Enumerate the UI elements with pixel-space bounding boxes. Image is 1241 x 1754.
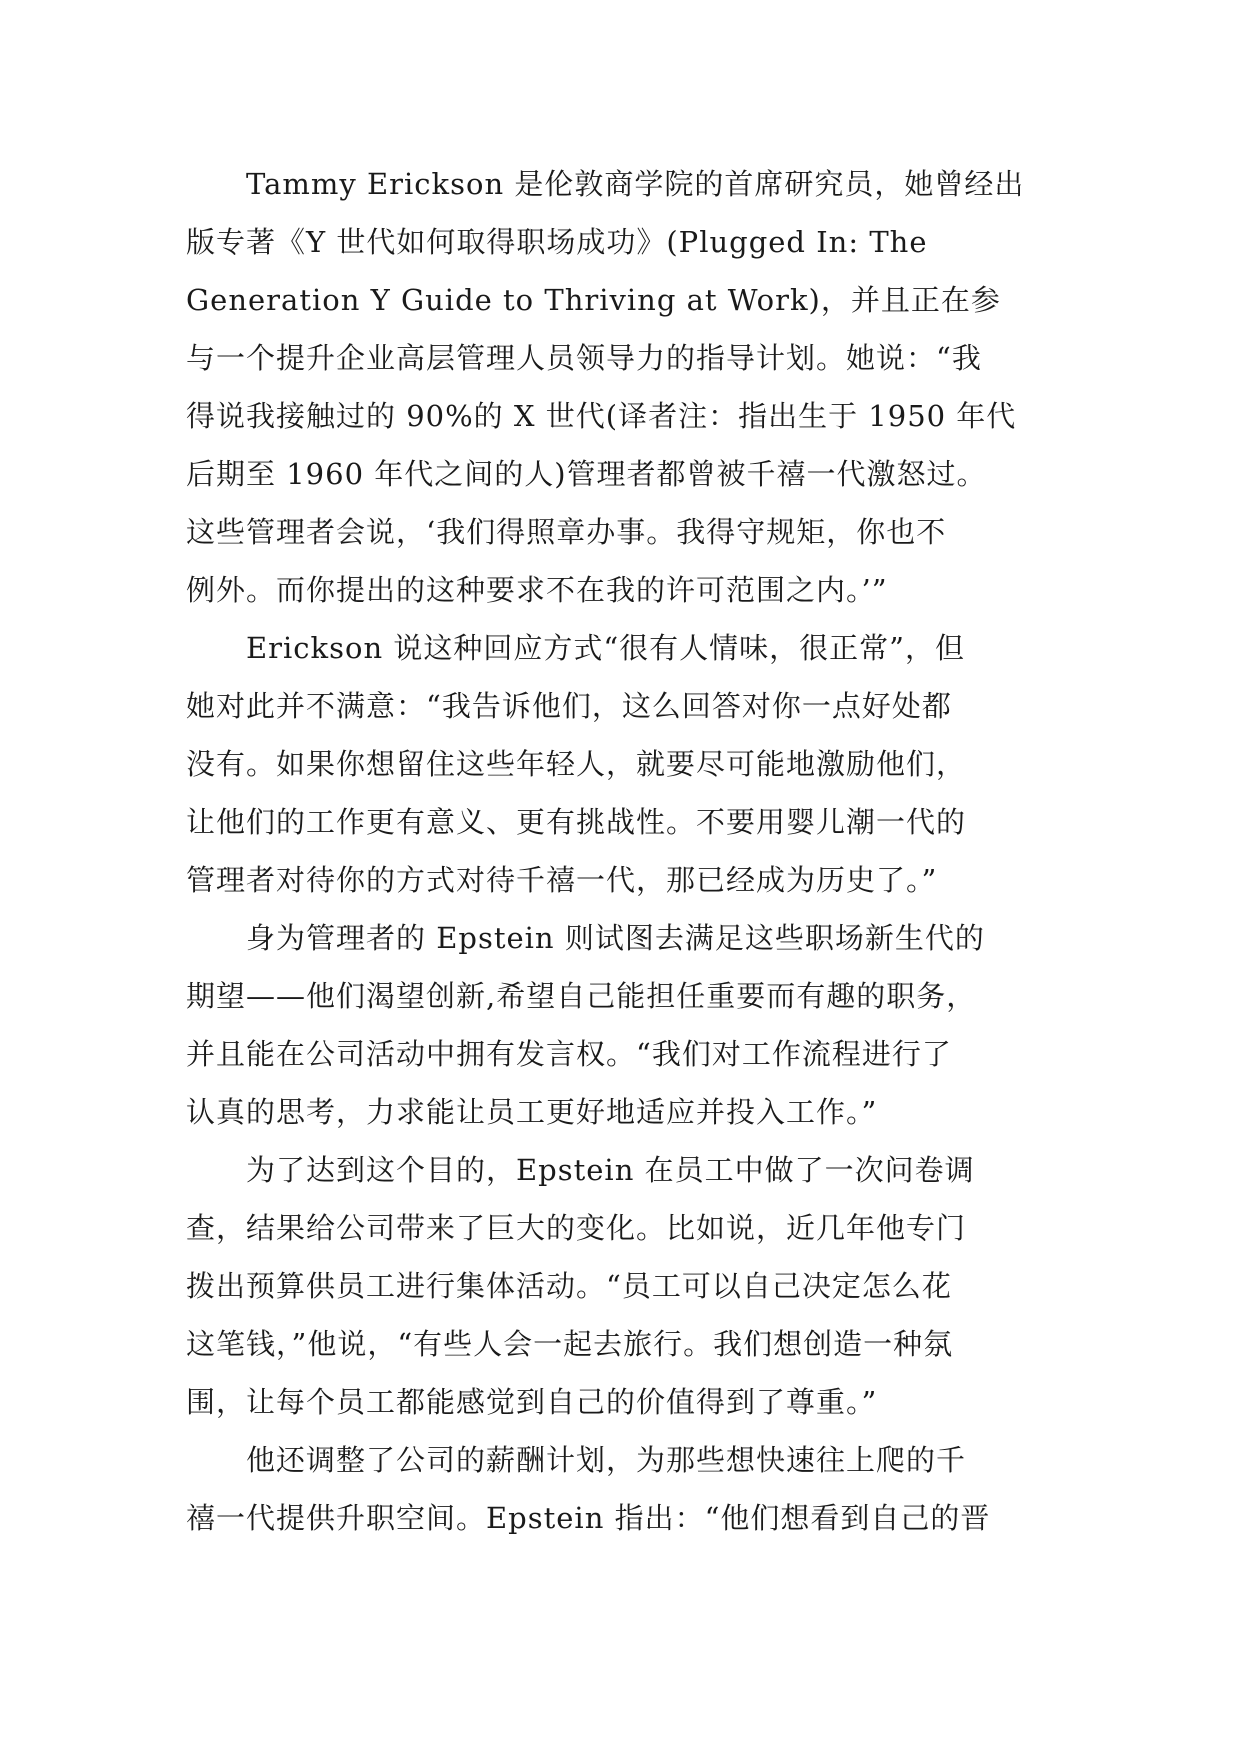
text-line: 查，结果给公司带来了巨大的变化。比如说，近几年他专门 — [186, 1211, 967, 1245]
text-line: 期望——他们渴望创新,希望自己能担任重要而有趣的职务， — [186, 979, 977, 1013]
text-line: Erickson 说这种回应方式“很有人情味，很正常”，但 — [186, 631, 966, 665]
text-line: 认真的思考，力求能让员工更好地适应并投入工作。” — [186, 1095, 878, 1129]
text-line: 身为管理者的 Epstein 则试图去满足这些职场新生代的 — [186, 921, 985, 955]
body-text — [186, 155, 1066, 1547]
text-line: 例外。而你提出的这种要求不在我的许可范围之内。’” — [186, 573, 888, 607]
text-line: Tammy Erickson 是伦敦商学院的首席研究员，她曾经出 — [186, 167, 1025, 201]
text-line: 她对此并不满意：“我告诉他们，这么回答对你一点好处都 — [186, 689, 952, 723]
text-line: 围，让每个员工都能感觉到自己的价值得到了尊重。” — [186, 1385, 878, 1419]
text-line: 后期至 1960 年代之间的人)管理者都曾被千禧一代激怒过。 — [186, 457, 987, 491]
text-line: 这笔钱，”他说，“有些人会一起去旅行。我们想创造一种氛 — [186, 1327, 954, 1361]
text-line: 没有。如果你想留住这些年轻人，就要尽可能地激励他们， — [186, 747, 967, 781]
text-line: 得说我接触过的 90%的 X 世代(译者注：指出生于 1950 年代 — [186, 399, 1017, 433]
text-line: 让他们的工作更有意义、更有挑战性。不要用婴儿潮一代的 — [186, 805, 967, 839]
text-line: 与一个提升企业高层管理人员领导力的指导计划。她说：“我 — [186, 341, 982, 375]
text-line: 这些管理者会说，‘我们得照章办事。我得守规矩，你也不 — [186, 515, 947, 549]
text-line: 他还调整了公司的薪酬计划，为那些想快速往上爬的千 — [186, 1443, 967, 1477]
text-line: 并且能在公司活动中拥有发言权。“我们对工作流程进行了 — [186, 1037, 952, 1071]
text-line: 版专著《Y 世代如何取得职场成功》(Plugged In: The — [186, 225, 928, 259]
text-line: 为了达到这个目的，Epstein 在员工中做了一次问卷调 — [186, 1153, 975, 1187]
text-line: Generation Y Guide to Thriving at Work)，并且正在参 — [186, 283, 1001, 317]
text-line: 管理者对待你的方式对待千禧一代，那已经成为历史了。” — [186, 863, 938, 897]
text-line: 拨出预算供员工进行集体活动。“员工可以自己决定怎么花 — [186, 1269, 952, 1303]
text-line: 禧一代提供升职空间。Epstein 指出：“他们想看到自己的晋 — [186, 1501, 991, 1535]
